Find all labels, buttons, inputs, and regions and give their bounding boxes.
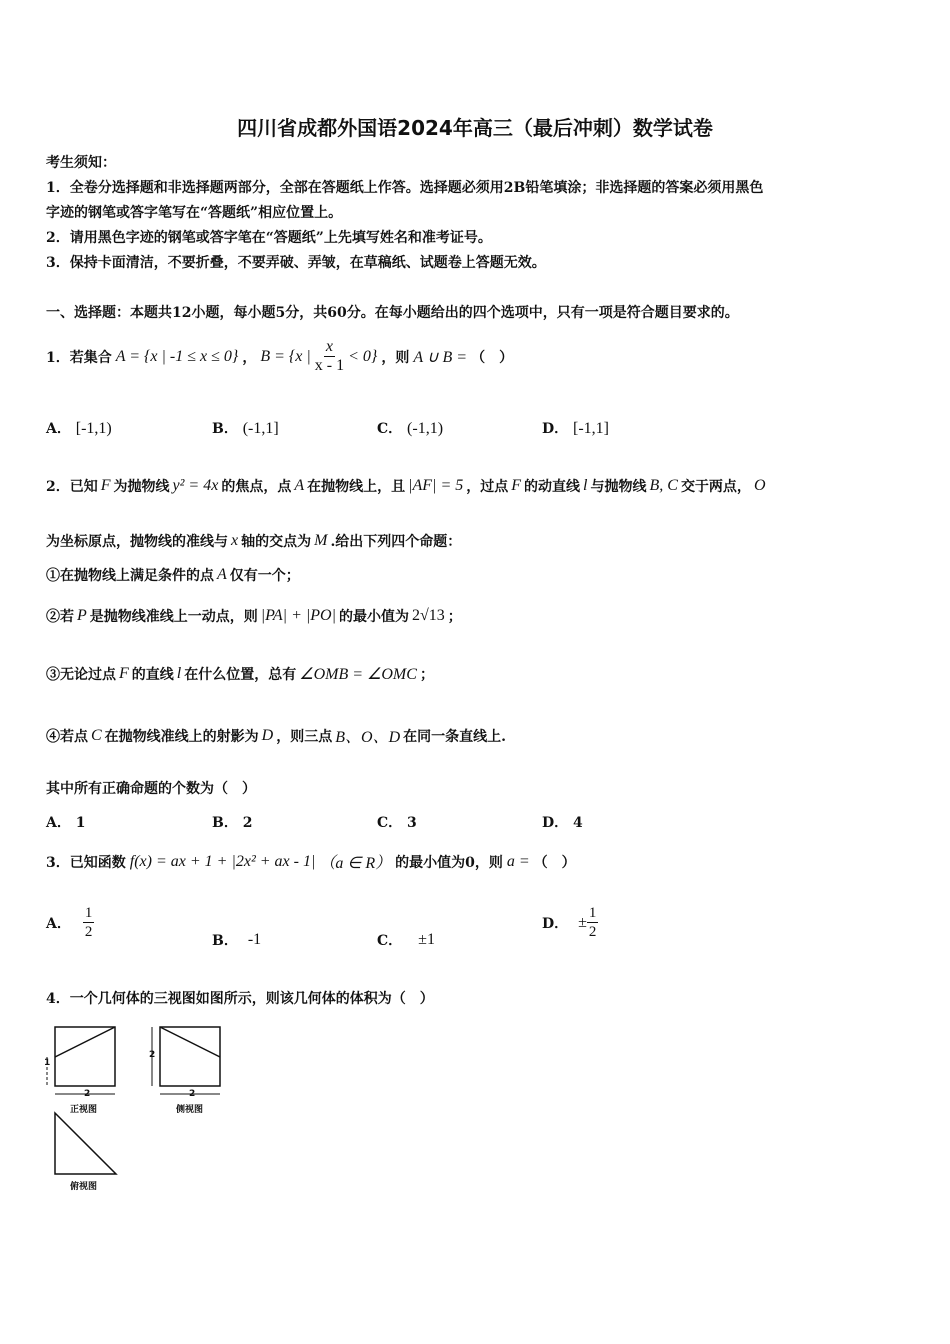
- option-label: D．: [542, 915, 569, 932]
- option-label: C．: [377, 933, 403, 949]
- question-3: [46, 850, 576, 873]
- text: 2．已知: [46, 479, 98, 495]
- statement-3: [46, 664, 434, 684]
- text: .给出下列四个命题：: [330, 534, 462, 550]
- q1-then: ，则: [381, 349, 410, 366]
- text: ，则三点: [276, 728, 333, 745]
- notice-item: 3．保持卡面清洁，不要折叠，不要弄破、弄皱，在草稿纸、试题卷上答题无效。: [46, 255, 546, 271]
- text: 的最小值为0，则: [395, 854, 503, 871]
- q3-option-d[interactable]: [542, 904, 598, 941]
- math: A: [217, 566, 227, 583]
- text: 3．已知函数: [46, 854, 126, 871]
- q2-option-c[interactable]: [377, 812, 417, 832]
- option-value: 2: [242, 815, 253, 831]
- fraction: [587, 904, 599, 941]
- option-label: B．: [212, 933, 238, 949]
- statement-1: [46, 565, 300, 585]
- math: |PA| + |PO|: [260, 607, 336, 624]
- math: l: [176, 665, 182, 682]
- statement-4: [46, 724, 506, 747]
- text: 为坐标原点，抛物线的准线与: [46, 534, 228, 550]
- side-view-figure: [145, 1022, 230, 1102]
- statement-2: [46, 606, 462, 626]
- math: x: [231, 532, 239, 549]
- text: 在抛物线上，且: [307, 479, 406, 495]
- option-label: A．: [46, 421, 71, 437]
- side-view-diagonal: [160, 1027, 220, 1057]
- q1-fraction: [315, 338, 344, 375]
- math: F: [119, 665, 129, 682]
- option-value: ±1: [418, 931, 435, 948]
- side-view-dim-w: 2: [189, 1089, 196, 1099]
- notice-item: 字迹的钢笔或答字笔写在“答题纸”相应位置上。: [46, 205, 343, 221]
- math: 2√13: [411, 607, 445, 624]
- front-view-figure: [40, 1022, 125, 1102]
- side-view-dim-h: 2: [149, 1050, 156, 1060]
- option-label: C．: [377, 815, 403, 831]
- side-view-square: [160, 1027, 220, 1086]
- math: f(x) = ax + 1 + |2x² + ax - 1|: [129, 852, 316, 870]
- notice-heading: 考生须知：: [46, 155, 116, 171]
- math: D: [261, 726, 274, 744]
- q3-option-b[interactable]: [212, 930, 261, 950]
- q1-prefix: 1．若集合: [46, 349, 112, 366]
- text: 为抛物线: [113, 479, 170, 495]
- option-value: [-1,1]: [573, 420, 609, 437]
- question-4: 4．一个几何体的三视图如图所示，则该几何体的体积为（ ）: [46, 991, 434, 1007]
- text: ③无论过点: [46, 667, 116, 683]
- math: （a ∈ R）: [319, 855, 392, 872]
- top-view-label: 俯视图: [70, 1182, 98, 1192]
- option-value: -1: [247, 931, 262, 948]
- option-label: D．: [542, 815, 569, 831]
- q2-option-b[interactable]: [212, 812, 252, 832]
- q1-option-b[interactable]: [212, 418, 279, 438]
- text: ，过点: [466, 479, 509, 495]
- frac-num: 1: [588, 905, 597, 921]
- sign: ±: [578, 913, 587, 931]
- option-label: A．: [46, 915, 71, 932]
- q1-frac-num: x: [325, 338, 334, 355]
- option-label: C．: [377, 421, 403, 437]
- math: F: [100, 477, 111, 494]
- math: ∠OMB = ∠OMC: [299, 666, 417, 683]
- option-value: (-1,1]: [242, 420, 279, 437]
- option-label: B．: [212, 421, 238, 437]
- text: 交于两点，: [680, 479, 751, 495]
- q1-set-a: A = {x | -1 ≤ x ≤ 0}: [115, 347, 239, 365]
- side-view-label: 侧视图: [176, 1105, 204, 1115]
- option-value: 1: [75, 815, 86, 831]
- option-value: (-1,1): [407, 420, 444, 437]
- math: P: [77, 607, 87, 624]
- front-view-diagonal: [55, 1027, 115, 1057]
- text: （ ）: [533, 854, 576, 871]
- text: 的焦点，点: [221, 479, 292, 495]
- notice-item: 2．请用黑色字迹的钢笔或答字笔在“答题纸”上先填写姓名和准考证号。: [46, 230, 492, 246]
- math: l: [583, 477, 588, 494]
- question-1: [46, 338, 513, 375]
- top-view-triangle: [55, 1113, 116, 1174]
- q1-comma: ，: [242, 349, 257, 366]
- fraction: [83, 904, 95, 941]
- frac-num: 1: [84, 905, 93, 921]
- q1-option-a[interactable]: [46, 418, 112, 438]
- q1-paren: （ ）: [471, 349, 514, 366]
- notice-item: 1．全卷分选择题和非选择题两部分，全部在答题纸上作答。选择题必须用2B铅笔填涂；非选择题的答案必须用黑色: [46, 180, 764, 196]
- text: ；: [419, 667, 434, 683]
- math: M: [314, 532, 328, 549]
- q1-option-c[interactable]: [377, 418, 443, 438]
- text: 在什么位置，总有: [184, 667, 297, 683]
- option-value: [-1,1): [75, 420, 112, 437]
- option-value: 3: [407, 815, 417, 831]
- text: 仅有一个；: [229, 568, 300, 584]
- question-2-line-2: [46, 531, 461, 551]
- frac-den: 2: [588, 924, 597, 940]
- q2-option-d[interactable]: [542, 812, 583, 832]
- text: ；: [447, 609, 462, 625]
- frac-den: 2: [84, 924, 93, 940]
- math: |AF| = 5: [408, 477, 464, 494]
- math: a =: [506, 852, 530, 870]
- q1-option-d[interactable]: [542, 418, 609, 438]
- q1-frac-den: x - 1: [314, 357, 345, 374]
- math: B、O、D: [335, 729, 401, 746]
- front-view-label: 正视图: [70, 1105, 98, 1115]
- front-view-dim-h: 1: [44, 1058, 51, 1068]
- top-view-figure: [50, 1110, 125, 1180]
- text: 轴的交点为: [241, 534, 312, 550]
- q1-set-b-right: < 0}: [348, 347, 378, 365]
- front-view-square: [55, 1027, 115, 1086]
- q2-ask: 其中所有正确命题的个数为（ ）: [46, 781, 256, 797]
- front-view-dim-w: 2: [84, 1089, 91, 1099]
- math: O: [753, 477, 766, 494]
- text: 的最小值为: [338, 609, 409, 625]
- q3-option-a[interactable]: [46, 904, 94, 941]
- question-2-line-1: [46, 476, 766, 496]
- text: ②若: [46, 609, 74, 625]
- math: F: [511, 477, 522, 494]
- math: y² = 4x: [172, 477, 219, 494]
- math: C: [91, 726, 102, 744]
- text: 的直线: [131, 667, 174, 683]
- text: ④若点: [46, 728, 88, 745]
- section-heading: 一、选择题：本题共12小题，每小题5分，共60分。在每小题给出的四个选项中，只有一项是符合题目要求的。: [46, 305, 739, 321]
- q3-option-c[interactable]: [377, 930, 435, 950]
- option-label: D．: [542, 421, 569, 437]
- text: 与抛物线: [590, 479, 647, 495]
- page-title: 四川省成都外国语2024年高三（最后冲刺）数学试卷: [237, 116, 713, 140]
- q1-expr: A ∪ B =: [413, 348, 468, 366]
- option-label: A．: [46, 815, 71, 831]
- text: 是抛物线准线上一动点，则: [89, 609, 258, 625]
- option-value: 4: [573, 815, 583, 831]
- q1-set-b-left: B = {x |: [260, 347, 311, 365]
- math: A: [294, 477, 305, 494]
- text: 在同一条直线上.: [403, 728, 506, 745]
- text: 在抛物线准线上的射影为: [104, 728, 259, 745]
- text: ①在抛物线上满足条件的点: [46, 568, 214, 584]
- text: 的动直线: [524, 479, 581, 495]
- math: B, C: [649, 477, 678, 494]
- q2-option-a[interactable]: [46, 812, 86, 832]
- option-label: B．: [212, 815, 238, 831]
